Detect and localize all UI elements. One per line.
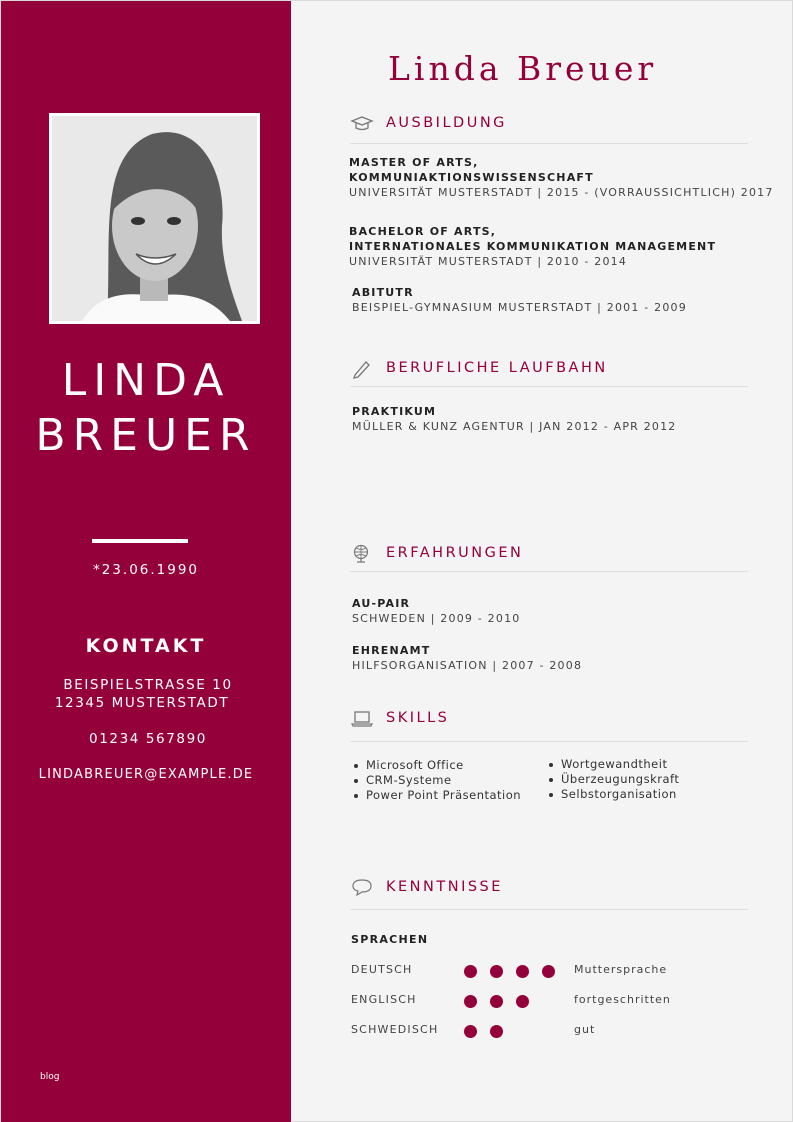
section-education-title: AUSBILDUNG (386, 115, 507, 131)
education-entry-subtitle: BEISPIEL-GYMNASIUM MUSTERSTADT | 2001 - 2009 (352, 301, 687, 314)
list-item: Überzeugungskraft (546, 772, 679, 787)
section-career-title: BERUFLICHE LAUFBAHN (386, 360, 608, 376)
proficiency-dot (464, 965, 477, 978)
skills-list-right (546, 757, 679, 802)
education-entry-title: MASTER OF ARTS, (349, 156, 479, 169)
pencil-icon (350, 358, 374, 380)
globe-icon (350, 543, 374, 565)
experience-entry-2 (352, 643, 582, 674)
page-title: Linda Breuer (388, 49, 658, 88)
language-level: Muttersprache (574, 963, 668, 976)
education-entry-title: BACHELOR OF ARTS, (349, 225, 497, 238)
section-knowledge-header (350, 877, 750, 903)
proficiency-dot (490, 1025, 503, 1038)
language-name: DEUTSCH (351, 963, 413, 976)
proficiency-dot (464, 1025, 477, 1038)
language-level-dots (464, 961, 568, 980)
section-skills-header (350, 708, 750, 734)
sidebar-divider (92, 539, 188, 543)
proficiency-dot (490, 965, 503, 978)
contact-email: LINDABREUER@EXAMPLE.DE (38, 767, 254, 782)
education-entry-2 (349, 224, 716, 270)
section-skills-divider (350, 741, 748, 742)
section-career-header (350, 358, 750, 384)
footer-note: blog (40, 1072, 60, 1082)
laptop-icon (350, 708, 374, 730)
section-knowledge-divider (350, 909, 748, 910)
list-item: CRM-Systeme (351, 773, 521, 788)
proficiency-dot (490, 995, 503, 1008)
section-education-header (350, 113, 750, 139)
list-item: Power Point Präsentation (351, 788, 521, 803)
section-experience-header (350, 543, 750, 569)
education-entry-1 (349, 155, 774, 201)
list-item: Wortgewandtheit (546, 757, 679, 772)
education-entry-subtitle: UNIVERSITÄT MUSTERSTADT | 2010 - 2014 (349, 255, 628, 268)
education-entry-3 (352, 285, 687, 316)
sidebar-first-name: LINDA (61, 355, 231, 406)
profile-photo (49, 113, 260, 324)
section-knowledge-title: KENNTNISSE (386, 879, 503, 895)
list-item: Selbstorganisation (546, 787, 679, 802)
language-level: gut (574, 1023, 596, 1036)
experience-entry-1 (352, 596, 520, 627)
section-skills-title: SKILLS (386, 710, 450, 726)
career-entry-1 (352, 404, 677, 435)
proficiency-dot (464, 995, 477, 1008)
language-level-dots (464, 991, 542, 1010)
skills-list-left (351, 758, 521, 803)
education-entry-subtitle: UNIVERSITÄT MUSTERSTADT | 2015 - (VORRAUSSICHTLICH) 2017 (349, 186, 774, 199)
languages-heading: SPRACHEN (351, 933, 429, 946)
language-name: ENGLISCH (351, 993, 417, 1006)
section-experience-divider (350, 571, 748, 572)
section-education-divider (350, 143, 748, 144)
experience-entry-title: EHRENAMT (352, 644, 431, 657)
speech-bubble-icon (350, 877, 374, 899)
language-row (351, 1021, 751, 1041)
experience-entry-subtitle: HILFSORGANISATION | 2007 - 2008 (352, 659, 583, 672)
education-entry-title: KOMMUNIAKTIONSWISSENSCHAFT (349, 171, 594, 184)
education-entry-title: ABITUTR (352, 286, 414, 299)
education-entry-title: INTERNATIONALES KOMMUNIKATION MANAGEMENT (349, 240, 717, 253)
language-level-dots (464, 1021, 516, 1040)
proficiency-dot (516, 965, 529, 978)
list-item: Microsoft Office (351, 758, 521, 773)
language-row (351, 961, 751, 981)
proficiency-dot (516, 995, 529, 1008)
birthdate: *23.06.1990 (92, 562, 200, 578)
contact-street: BEISPIELSTRASSE 10 (63, 677, 233, 693)
language-name: SCHWEDISCH (351, 1023, 439, 1036)
contact-heading: KONTAKT (85, 635, 207, 657)
career-entry-subtitle: MÜLLER & KUNZ AGENTUR | JAN 2012 - APR 2012 (352, 420, 677, 433)
experience-entry-title: AU-PAIR (352, 597, 411, 610)
language-level: fortgeschritten (574, 993, 671, 1006)
section-experience-title: ERFAHRUNGEN (386, 545, 524, 561)
experience-entry-subtitle: SCHWEDEN | 2009 - 2010 (352, 612, 521, 625)
graduation-cap-icon (350, 113, 374, 135)
section-career-divider (350, 386, 748, 387)
contact-city: 12345 MUSTERSTADT (54, 695, 230, 711)
career-entry-title: PRAKTIKUM (352, 405, 437, 418)
sidebar-last-name: BREUER (35, 410, 257, 461)
language-row (351, 991, 751, 1011)
portrait-image (52, 116, 257, 321)
proficiency-dot (542, 965, 555, 978)
contact-phone: 01234 567890 (89, 731, 207, 747)
sidebar (1, 1, 291, 1122)
